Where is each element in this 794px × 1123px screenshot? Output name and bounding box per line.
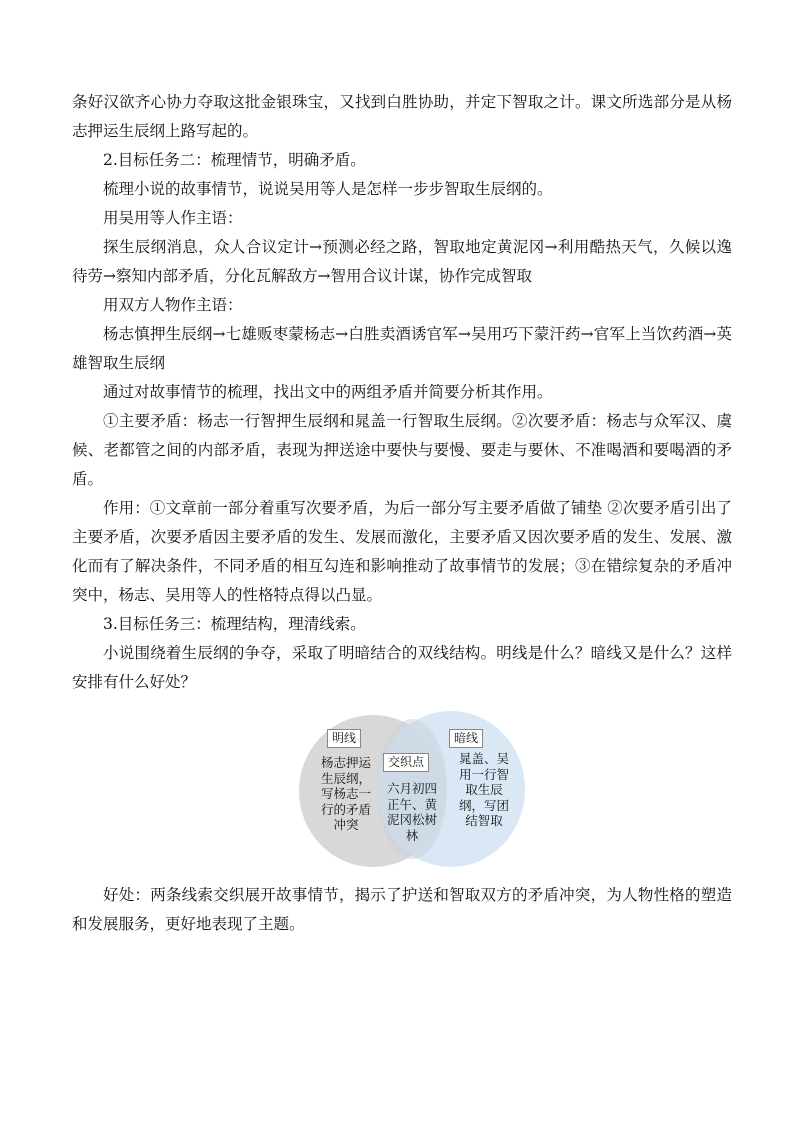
implicit-line-label: 暗线 [449, 729, 483, 748]
paragraph-question-plot: 梳理小说的故事情节，说说吴用等人是怎样一步步智取生辰纲的。 [103, 180, 553, 198]
intersection-label: 交织点 [383, 753, 429, 772]
paragraph-question-conflict: 通过对故事情节的梳理，找出文中的两组矛盾并简要分析其作用。 [103, 383, 553, 401]
double-line-venn-diagram [299, 711, 525, 867]
paragraph-intro: 条好汉欲齐心协力夺取这批金银珠宝，又找到白胜协助，并定下智取之计。课文所选部分是从杨志押运生辰纲上路写起的。 [72, 93, 732, 140]
task-two-heading: 2.目标任务二：梳理情节，明确矛盾。 [103, 151, 366, 169]
task-three-heading: 3.目标任务三：梳理结构，理清线索。 [103, 615, 366, 633]
explicit-line-label: 明线 [327, 729, 361, 748]
document-body [72, 88, 732, 939]
paragraph-plot-chain-1: 探生辰纲消息，众人合议定计→预测必经之路，智取地定黄泥冈→利用酷热天气，久候以逸待劳→察知内部矛盾，分化瓦解敌方→智用合议计谋，协作完成智取 [72, 238, 732, 285]
paragraph-subject-wuyong: 用吴用等人作主语： [103, 209, 243, 227]
paragraph-conflicts: ①主要矛盾：杨志一行智押生辰纲和晁盖一行智取生辰纲。②次要矛盾：杨志与众军汉、虞候、老都管之间的内部矛盾，表现为押送途中要快与要慢、要走与要休、不准喝酒和要喝酒的矛盾。 [72, 412, 732, 488]
paragraph-subject-both: 用双方人物作主语： [103, 296, 243, 314]
intersection-text: 六月初四正午、黄泥冈松树林 [386, 781, 437, 843]
paragraph-plot-chain-2: 杨志慎押生辰纲→七雄贩枣蒙杨志→白胜卖酒诱官军→吴用巧下蒙汗药→官军上当饮药酒→英雄智取生辰纲 [72, 325, 732, 372]
implicit-line-text: 晁盖、吴用一行智取生辰纲，写团结智取 [458, 751, 509, 828]
paragraph-function: 作用：①文章前一部分着重写次要矛盾，为后一部分写主要矛盾做了铺垫 ②次要矛盾引出了主要矛盾，次要矛盾因主要矛盾的发生、发展而激化，主要矛盾又因次要矛盾的发生、发展、激化而有了解决条件，不同矛盾的相互勾连和影响推动了故事情节的发展；③在错综复杂的矛盾冲突中，杨志、吴用等人的性格特点得以凸显。 [72, 499, 732, 604]
explicit-line-text: 杨志押运生辰纲，写杨志一行的矛盾冲突 [320, 755, 371, 832]
paragraph-benefit: 好处：两条线索交织展开故事情节，揭示了护送和智取双方的矛盾冲突，为人物性格的塑造和发展服务，更好地表现了主题。 [72, 886, 732, 933]
paragraph-question-structure: 小说围绕着生辰纲的争夺，采取了明暗结合的双线结构。明线是什么？暗线又是什么？这样安排有什么好处？ [72, 644, 732, 691]
